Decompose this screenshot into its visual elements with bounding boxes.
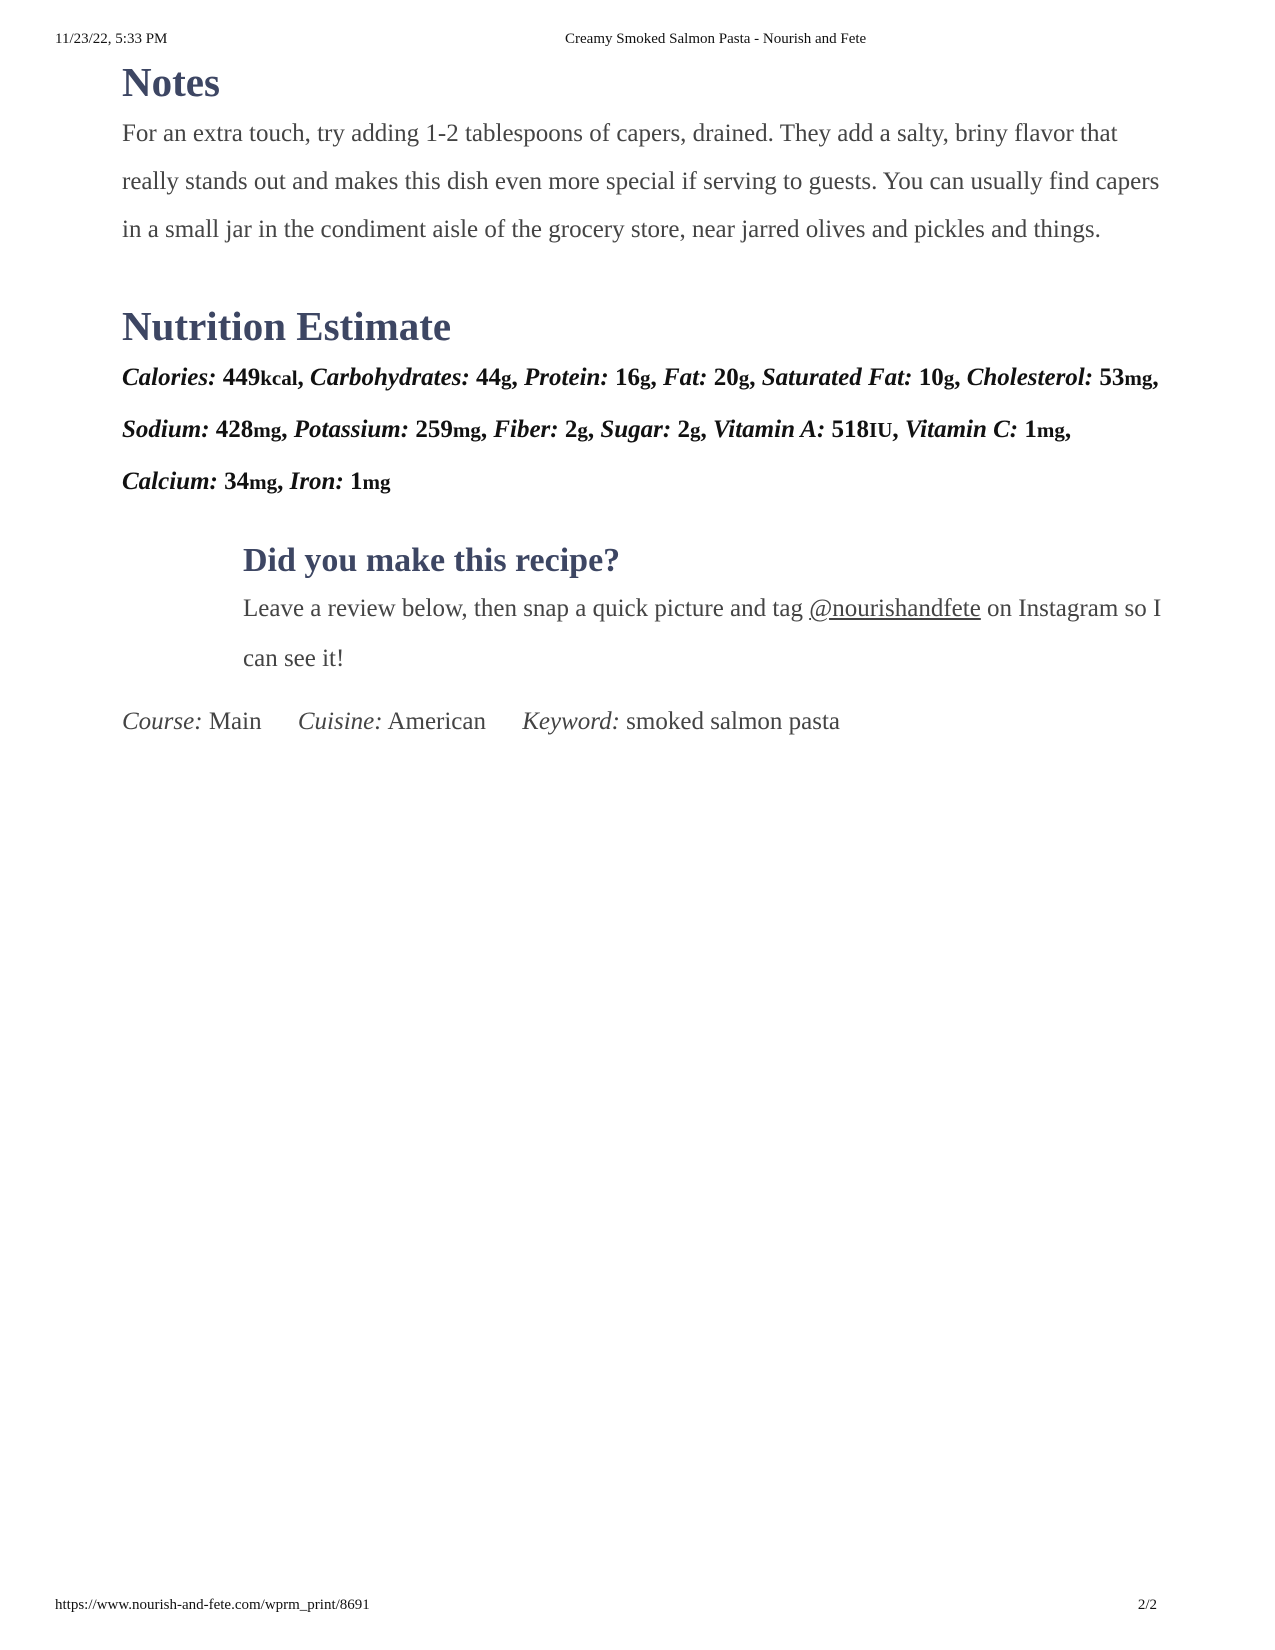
- nutrition-label: Carbohydrates:: [310, 364, 470, 391]
- nutrition-value: 10: [918, 364, 944, 391]
- nutrition-unit: mg: [362, 470, 391, 494]
- review-text-after: on Instagram so I can see it!: [243, 595, 1162, 672]
- nutrition-label: Fiber:: [493, 416, 559, 443]
- print-title: Creamy Smoked Salmon Pasta - Nourish and Fete: [565, 31, 867, 47]
- nutrition-value: 2: [677, 416, 690, 443]
- nutrition-item: Potassium: 259mg,: [293, 416, 494, 443]
- nutrition-unit: mg: [1036, 418, 1065, 442]
- nutrition-list: [122, 352, 1162, 508]
- nutrition-value: 449: [222, 364, 261, 391]
- nutrition-label: Protein:: [524, 364, 609, 391]
- nutrition-value: 2: [564, 416, 578, 443]
- nutrition-label: Vitamin C:: [904, 416, 1019, 443]
- nutrition-label: Calories:: [122, 364, 217, 391]
- nutrition-item: Sugar: 2g,: [600, 416, 713, 443]
- meta-keyword-label: Keyword:: [522, 708, 620, 735]
- meta-cuisine-label: Cuisine:: [297, 708, 383, 735]
- print-date: 11/23/22, 5:33 PM: [55, 31, 168, 47]
- recipe-content: [122, 54, 1162, 742]
- meta-cuisine-value: American: [387, 708, 486, 735]
- nutrition-label: Cholesterol:: [966, 364, 1094, 391]
- instagram-handle-link[interactable]: @nourishandfete: [809, 595, 981, 622]
- nutrition-unit: kcal: [260, 366, 298, 390]
- nutrition-item: Fiber: 2g,: [493, 416, 601, 443]
- nutrition-unit: g: [738, 366, 750, 390]
- nutrition-item: Saturated Fat: 10g,: [761, 364, 967, 391]
- meta-keyword: [522, 708, 840, 735]
- nutrition-value: 44: [476, 364, 502, 391]
- nutrition-unit: g: [577, 418, 588, 442]
- nutrition-item: Vitamin C: 1mg,: [904, 416, 1072, 443]
- nutrition-label: Calcium:: [122, 468, 218, 495]
- nutrition-unit: g: [689, 418, 701, 442]
- nutrition-label: Sodium:: [122, 416, 210, 443]
- page-number: 2/2: [1137, 1597, 1157, 1613]
- nutrition-item: [290, 468, 391, 495]
- nutrition-unit: g: [943, 366, 955, 390]
- notes-heading: Notes: [122, 59, 220, 105]
- nutrition-item: Vitamin A: 518IU,: [712, 416, 905, 443]
- nutrition-unit: g: [501, 366, 512, 390]
- nutrition-label: Iron:: [289, 468, 344, 495]
- review-text: [243, 584, 1162, 684]
- nutrition-value: 20: [713, 364, 739, 391]
- nutrition-unit: IU: [869, 418, 893, 442]
- review-callout: [243, 538, 1162, 684]
- nutrition-item: Carbohydrates: 44g,: [310, 364, 525, 391]
- nutrition-label: Vitamin A:: [712, 416, 826, 443]
- nutrition-unit: g: [640, 366, 651, 390]
- nutrition-label: Sugar:: [600, 416, 672, 443]
- notes-text: For an extra touch, try adding 1-2 tablespoons of capers, drained. They add a salty, briny flavor that really stands out and makes this dish even more special if serving to guests. You can usually find capers in a small jar in the condiment aisle of the grocery store, near jarred olives and pickles and things.: [122, 120, 1160, 243]
- nutrition-heading: Nutrition Estimate: [122, 303, 452, 349]
- nutrition-label: Fat:: [663, 364, 708, 391]
- nutrition-item: Calcium: 34mg,: [122, 468, 290, 495]
- nutrition-value: 518: [831, 416, 870, 443]
- nutrition-label: Saturated Fat:: [761, 364, 913, 391]
- print-url: https://www.nourish-and-fete.com/wprm_print/8691: [55, 1597, 370, 1613]
- nutrition-value: 1: [1024, 416, 1037, 443]
- nutrition-item: Fat: 20g,: [663, 364, 762, 391]
- review-text-before: Leave a review below, then snap a quick picture and tag: [243, 595, 810, 622]
- nutrition-value: 428: [215, 416, 254, 443]
- nutrition-label: Potassium:: [293, 416, 410, 443]
- recipe-meta: [122, 702, 1162, 742]
- nutrition-item: Protein: 16g,: [524, 364, 663, 391]
- meta-course-label: Course:: [122, 708, 203, 735]
- nutrition-unit: mg: [1124, 366, 1153, 390]
- nutrition-item: Cholesterol: 53mg,: [966, 364, 1159, 391]
- nutrition-unit: mg: [249, 470, 278, 494]
- meta-cuisine: [298, 708, 486, 735]
- nutrition-item: Sodium: 428mg,: [122, 416, 294, 443]
- nutrition-value: 259: [415, 416, 453, 443]
- nutrition-value: 53: [1099, 364, 1125, 391]
- meta-keyword-value: smoked salmon pasta: [626, 708, 841, 735]
- review-heading: Did you make this recipe?: [243, 542, 621, 579]
- nutrition-unit: mg: [452, 418, 481, 442]
- nutrition-value: 1: [350, 468, 363, 495]
- nutrition-value: 34: [224, 468, 250, 495]
- nutrition-unit: mg: [253, 418, 282, 442]
- nutrition-item: Calories: 449kcal,: [122, 364, 311, 391]
- meta-course: [122, 708, 262, 735]
- nutrition-value: 16: [615, 364, 640, 391]
- meta-course-value: Main: [208, 708, 262, 735]
